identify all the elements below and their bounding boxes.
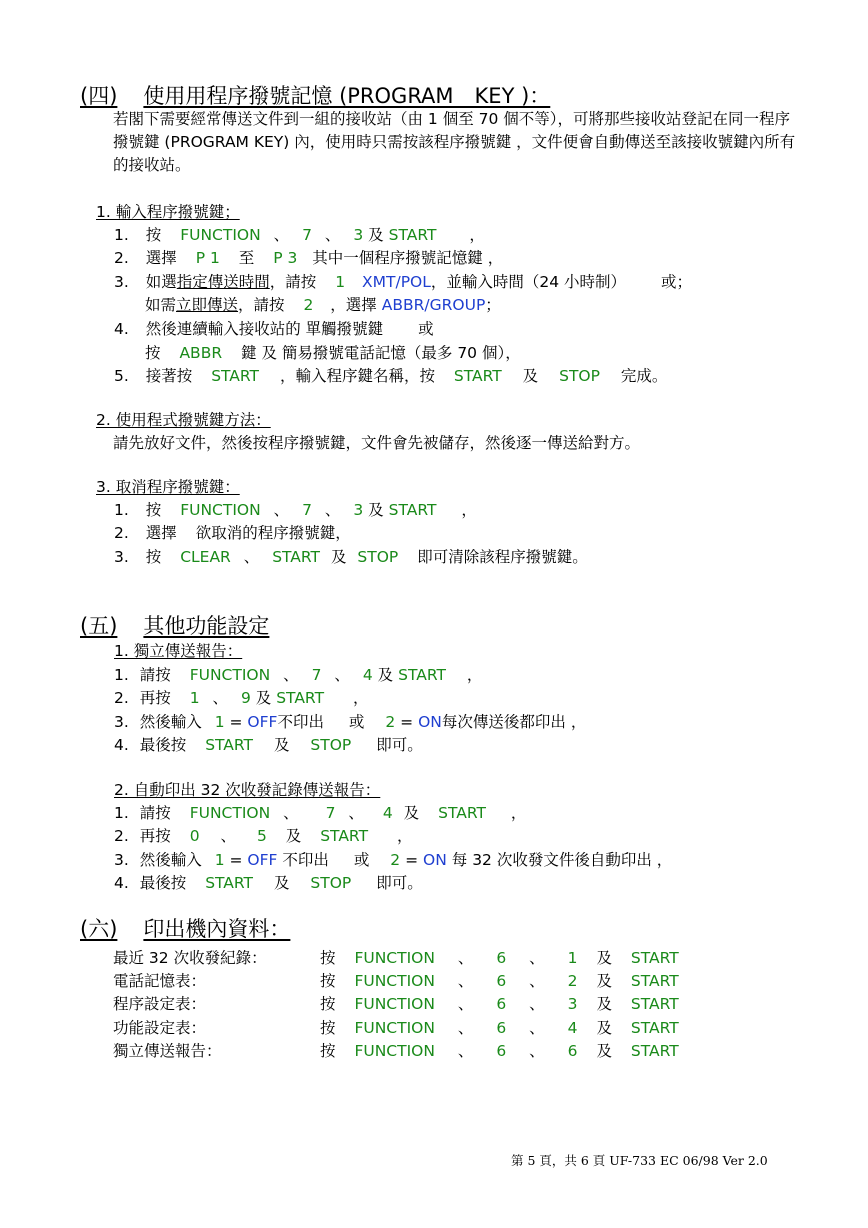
list-item: 3. 按 CLEAR 、 START 及 STOP 即可清除該程序撥號鍵。 — [114, 548, 588, 566]
page-footer: 第 5 頁，共 6 頁 UF-733 EC 06/98 Ver 2.0 — [511, 1153, 768, 1168]
list-item: 1. 按 FUNCTION 、 7 、 3 及 START ， — [114, 501, 477, 519]
section-4-sub1-title: 1. 輸入程序撥號鍵； — [96, 203, 240, 221]
list-item: 3. 然後輸入 1 = OFF 不印出 或 2 = ON 每 32 次收發文件後自動印出 ， — [114, 851, 673, 869]
section-4-number: (四) — [80, 84, 118, 108]
section-4-sub2-title: 2. 使用程式撥號鍵方法： — [96, 411, 271, 429]
section-5-number: (五) — [80, 614, 118, 638]
section-4-sub3-title: 3. 取消程序撥號鍵： — [96, 478, 240, 496]
print-row-label: 電話記憶表： — [113, 972, 207, 990]
list-item: 4. 最後按 START 及 STOP 即可。 — [114, 874, 423, 892]
print-row-label: 獨立傳送報告： — [113, 1042, 222, 1060]
section-5-sub1-title: 1. 獨立傳送報告： — [114, 642, 243, 660]
list-item: 按 ABBR 鍵 及 簡易撥號電話記憶（最多 70 個）， — [145, 344, 521, 362]
section-5-heading — [80, 610, 269, 640]
section-5-sub2-title: 2. 自動印出 32 次收發記錄傳送報告： — [114, 781, 381, 799]
print-row-keys: 按 FUNCTION 、 6 、 4 及 START — [320, 1019, 679, 1037]
print-row-keys: 按 FUNCTION 、 6 、 6 及 START — [320, 1042, 679, 1060]
section-5-title: 其他功能設定 — [143, 614, 270, 638]
print-row-label: 最近 32 次收發紀錄： — [113, 949, 267, 967]
print-row-label: 功能設定表： — [113, 1019, 207, 1037]
list-item: 5. 接著按 START ，輸入程序鍵名稱，按 START 及 STOP 完成。 — [114, 367, 668, 385]
list-item: 2. 再按 0 、 5 及 START ， — [114, 827, 413, 845]
section-4-sub2-text: 請先放好文件，然後按程序撥號鍵，文件會先被儲存，然後逐一傳送給對方。 — [113, 434, 641, 452]
list-item: 2. 選擇 P 1 至 P 3 其中一個程序撥號記憶鍵 ， — [114, 249, 504, 267]
list-item: 2. 選擇 欲取消的程序撥號鍵， — [114, 524, 351, 542]
list-item: 1. 按 FUNCTION 、 7 、 3 及 START ， — [114, 226, 485, 244]
print-row-label: 程序設定表： — [113, 995, 207, 1013]
section-4-intro: 若閣下需要經常傳送文件到一組的接收站（由 1 個至 70 個不等），可將那些接收站登記在同一程序撥號鍵 (PROGRAM KEY) 內，使用時只需按該程序撥號鍵 ，文件便會自動傳送至該接收號鍵內所有的接收站。 — [113, 110, 796, 174]
list-item: 2. 再按 1 、 9 及 START ， — [114, 689, 369, 707]
section-4-heading — [80, 80, 550, 110]
section-6-heading — [80, 913, 290, 943]
list-item: 1. 請按 FUNCTION 、 7 、 4 及 START ， — [114, 666, 483, 684]
print-row-keys: 按 FUNCTION 、 6 、 2 及 START — [320, 972, 679, 990]
section-6-number: (六) — [80, 917, 118, 941]
print-row-keys: 按 FUNCTION 、 6 、 1 及 START — [320, 949, 679, 967]
list-item: 4. 最後按 START 及 STOP 即可。 — [114, 736, 423, 754]
list-item: 3. 然後輸入 1 = OFF不印出 或 2 = ON每次傳送後都印出 ， — [114, 713, 587, 731]
list-item: 4. 然後連續輸入接收站的 單觸撥號鍵 或 — [114, 320, 434, 338]
list-item: 如需立即傳送，請按 2 ，選擇 ABBR/GROUP； — [145, 296, 501, 314]
section-6-title: 印出機內資料： — [143, 917, 291, 941]
list-item: 1. 請按 FUNCTION 、 7 、 4 及 START ， — [114, 804, 527, 822]
section-4-title: 使用用程序撥號記憶 (PROGRAM KEY )： — [143, 84, 551, 108]
list-item: 3. 如選指定傳送時間，請按 1 XMT/POL，並輸入時間（24 小時制） 或； — [114, 273, 693, 291]
print-row-keys: 按 FUNCTION 、 6 、 3 及 START — [320, 995, 679, 1013]
